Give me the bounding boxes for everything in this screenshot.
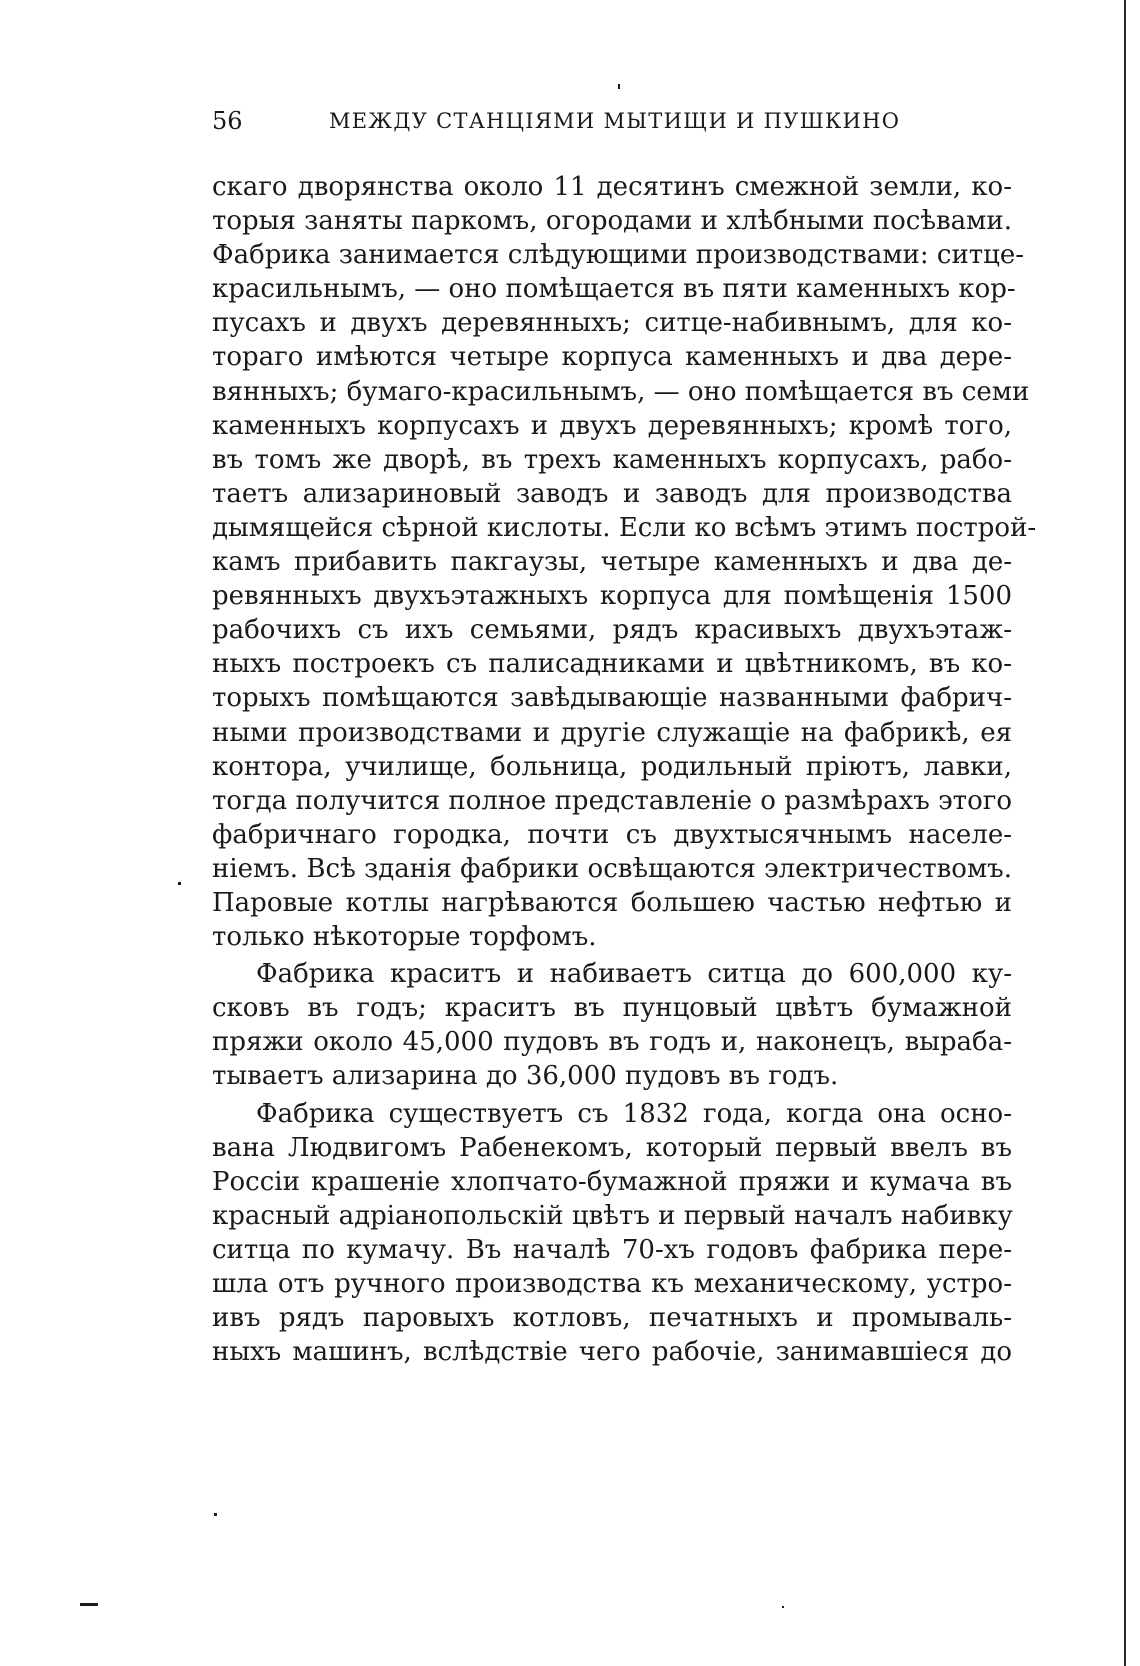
text-line: контора, училище, больница, родильный пріютъ, лавки,: [212, 751, 1012, 782]
text-line: ныхъ построекъ съ палисадниками и цвѣтникомъ, въ ко-: [212, 649, 1012, 680]
page-edge-line: [1124, 0, 1126, 1666]
scan-speck: [214, 1513, 217, 1516]
text-line: красный адріанопольскій цвѣтъ и первый началъ набивку: [212, 1200, 1013, 1231]
paragraph-3: [212, 1097, 1012, 1370]
text-line: Фабрика занимается слѣдующими производствами: ситце-: [212, 240, 1025, 271]
page-header: [212, 104, 1012, 138]
text-line: вана Людвигомъ Рабенекомъ, который первый ввелъ въ: [212, 1132, 1012, 1163]
text-line: камъ прибавить пакгаузы, четыре каменныхъ и два де-: [212, 547, 1012, 578]
text-line: Фабрика существуетъ съ 1832 года, когда она осно-: [256, 1098, 1012, 1129]
scan-speck: [782, 1606, 784, 1608]
text-line: ными производствами и другіе служащіе на фабрикѣ, ея: [212, 717, 1012, 748]
page-number: 56: [212, 107, 243, 135]
paragraph-1: [212, 170, 1037, 954]
text-line: въ томъ же дворѣ, въ трехъ каменныхъ корпусахъ, рабо-: [212, 444, 1012, 475]
text-line: ніемъ. Всѣ зданія фабрики освѣщаются электричествомъ.: [212, 853, 1012, 884]
text-line: Фабрика краситъ и набиваетъ ситца до 600,000 ку-: [256, 959, 1012, 990]
text-line: шла отъ ручного производства къ механическому, устро-: [212, 1269, 1012, 1299]
text-line: ивъ рядъ паровыхъ котловъ, печатныхъ и промываль-: [212, 1303, 1012, 1334]
text-line: пряжи около 45,000 пудовъ въ годъ и, наконецъ, выраба-: [212, 1027, 1012, 1058]
text-line: вянныхъ; бумаго-красильнымъ, — оно помѣщается въ семи: [212, 376, 1030, 407]
text-line: скаго дворянства около 11 десятинъ смежной земли, ко-: [212, 172, 1012, 202]
paragraph-2: [212, 957, 1012, 1093]
text-line: фабричнаго городка, почти съ двухтысячнымъ населе-: [212, 819, 1012, 850]
text-line: дымящейся сѣрной кислоты. Если ко всѣмъ этимъ построй-: [212, 512, 1037, 543]
text-line: красильнымъ, — оно помѣщается въ пяти каменныхъ кор-: [212, 274, 1016, 305]
text-line: ревянныхъ двухъэтажныхъ корпуса для помѣщенія 1500: [212, 581, 1012, 612]
text-line: только нѣкоторые торфомъ.: [212, 922, 597, 953]
text-line: пусахъ и двухъ деревянныхъ; ситце-набивнымъ, для ко-: [212, 308, 1012, 339]
text-line: сковъ въ годъ; краситъ въ пунцовый цвѣтъ бумажной: [212, 993, 1012, 1024]
scan-dash: [80, 1603, 98, 1606]
text-line: торыя заняты паркомъ, огородами и хлѣбными посѣвами.: [212, 206, 1012, 237]
text-line: тогда получится полное представленіе о размѣрахъ этого: [212, 785, 1012, 816]
text-line: тораго имѣются четыре корпуса каменныхъ и два дере-: [212, 342, 1012, 373]
body-text: [212, 170, 1037, 1369]
text-line: каменныхъ корпусахъ и двухъ деревянныхъ; кромѣ того,: [212, 410, 1012, 441]
text-line: рабочихъ съ ихъ семьями, рядъ красивыхъ двухъэтаж-: [212, 615, 1012, 646]
text-line: ситца по кумачу. Въ началѣ 70-хъ годовъ фабрика пере-: [212, 1234, 1012, 1265]
scan-speck: [178, 882, 181, 885]
text-line: таетъ ализариновый заводъ и заводъ для производства: [212, 478, 1012, 509]
text-line: торыхъ помѣщаются завѣдывающіе названными фабрич-: [212, 683, 1012, 714]
running-title: МЕЖДУ СТАНЦІЯМИ МЫТИЩИ И ПУШКИНО: [329, 109, 901, 133]
text-line: Паровые котлы нагрѣваются большею частью нефтью и: [212, 887, 1012, 918]
text-line: ныхъ машинъ, вслѣдствіе чего рабочіе, занимавшіеся до: [212, 1337, 1012, 1368]
scan-speck: [618, 84, 620, 89]
text-line: Россіи крашеніе хлопчато-бумажной пряжи и кумача въ: [212, 1166, 1012, 1197]
text-line: тываетъ ализарина до 36,000 пудовъ въ годъ.: [212, 1061, 839, 1092]
